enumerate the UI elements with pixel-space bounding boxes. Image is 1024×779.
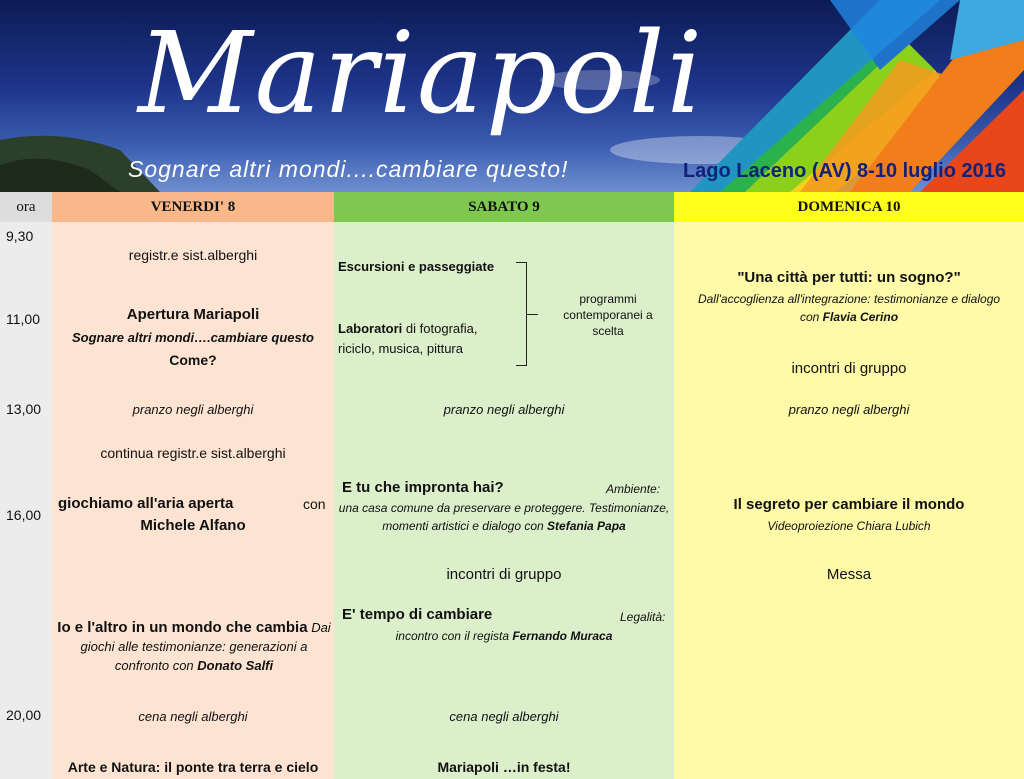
ven-alfano: Michele Alfano <box>140 517 246 534</box>
ven-con: con <box>303 496 326 512</box>
logo: Mariapoli <box>138 9 705 139</box>
time-1600: 16,00 <box>6 507 42 523</box>
time-2000: 20,00 <box>6 707 42 723</box>
sab-laboratori: Laboratori <box>338 321 403 336</box>
sab-impronta-desc: una casa comune da preservare e proteggere. Testimonianze, momenti artistici e dialogo con <box>338 501 670 533</box>
dom-pranzo: pranzo negli alberghi <box>788 402 910 417</box>
sab-festa: Mariapoli …in festa! <box>437 759 571 775</box>
sab-laboratori-rest: di fotografia, riciclo, musica, pittura <box>338 321 478 356</box>
ven-pranzo: pranzo negli alberghi <box>132 402 254 417</box>
sab-impronta-block <box>338 499 670 535</box>
dom-con: con <box>799 310 820 324</box>
column-header-ora: ora <box>0 192 52 222</box>
dom-citta-desc: Dall'accoglienza all'integrazione: testimonianze e dialogo <box>697 292 1001 306</box>
ven-arte: Arte e Natura: il ponte tra terra e cielo <box>67 759 319 775</box>
ven-io-altro-block <box>56 618 332 675</box>
dom-segreto: Il segreto per cambiare il mondo <box>733 496 965 513</box>
event-place-date: Lago Laceno (AV) 8-10 luglio 2016 <box>682 160 1006 182</box>
ven-io-desc: Dai giochi alle testimonianze: generazioni a confronto con <box>80 620 331 673</box>
column-header-sabato: SABATO 9 <box>334 192 674 222</box>
sab-ambiente: Ambiente: <box>606 482 661 496</box>
sab-papa: Stefania Papa <box>547 519 626 533</box>
column-header-venerdi: VENERDI' 8 <box>52 192 334 222</box>
dom-cerino: Flavia Cerino <box>822 310 899 324</box>
dom-video: Videoproiezione Chiara Lubich <box>767 519 931 533</box>
sab-cena: cena negli alberghi <box>449 709 559 724</box>
dom-con-block <box>674 308 1024 326</box>
ven-salfi: Donato Salfi <box>197 658 274 673</box>
sab-escursioni: Escursioni e passeggiate <box>338 259 495 274</box>
ven-apertura: Apertura Mariapoli <box>126 306 260 323</box>
time-1300: 13,00 <box>6 401 42 417</box>
sab-brace <box>516 262 527 366</box>
time-930: 9,30 <box>6 228 34 244</box>
sab-tempo: E' tempo di cambiare <box>342 606 493 623</box>
column-venerdi <box>52 192 334 779</box>
sab-legalita: Legalità: <box>620 610 666 624</box>
sab-pranzo: pranzo negli alberghi <box>443 402 565 417</box>
ven-sognare: Sognare altri mondi….cambiare questo <box>72 330 314 345</box>
dom-incontri: incontri di gruppo <box>791 360 907 377</box>
column-header-domenica: DOMENICA 10 <box>674 192 1024 222</box>
sab-impronta: E tu che impronta hai? <box>342 479 504 496</box>
ven-cena: cena negli alberghi <box>138 709 248 724</box>
ven-come: Come? <box>169 352 217 368</box>
ven-giochiamo: giochiamo all'aria aperta <box>58 495 234 512</box>
sab-muraca: Fernando Muraca <box>512 629 613 643</box>
dom-citta: "Una città per tutti: un sogno?" <box>737 269 961 286</box>
sab-tempo-desc: incontro con il regista <box>395 629 509 643</box>
sab-programmi: programmi contemporanei a scelta <box>563 292 653 338</box>
ven-io-altro: Io e l'altro in un mondo che cambia <box>57 619 308 636</box>
ven-continua: continua registr.e sist.alberghi <box>100 445 286 461</box>
ven-registr: registr.e sist.alberghi <box>128 247 258 263</box>
tagline: Sognare altri mondi....cambiare questo! <box>128 156 569 182</box>
dom-messa: Messa <box>826 566 872 583</box>
sab-incontri: incontri di gruppo <box>446 566 562 583</box>
header-banner <box>0 0 1024 192</box>
time-1100: 11,00 <box>6 311 40 327</box>
sab-laboratori-block <box>338 319 508 359</box>
sab-tempo-block <box>338 627 670 645</box>
column-ora <box>0 192 52 779</box>
